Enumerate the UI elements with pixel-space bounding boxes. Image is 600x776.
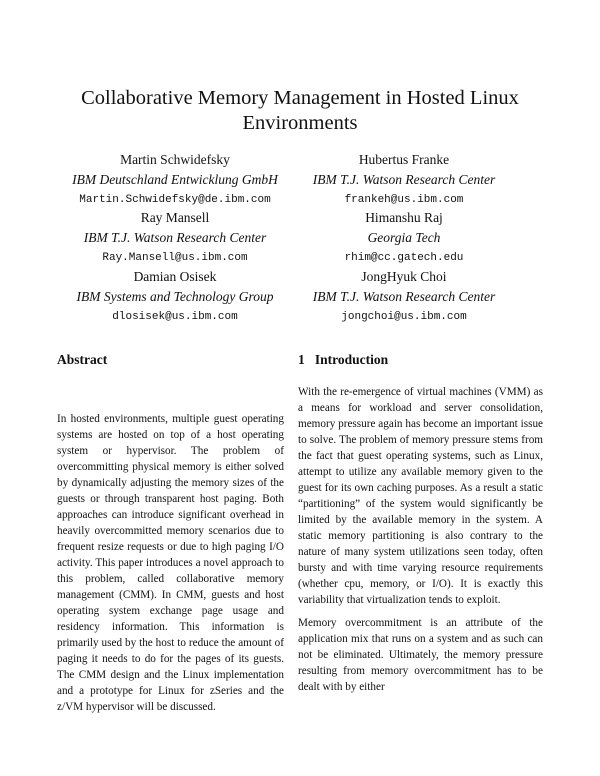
author-email: frankeh@us.ibm.com — [344, 194, 464, 206]
abstract-body — [57, 411, 284, 715]
author-block — [279, 208, 529, 268]
paper-title: Collaborative Memory Management in Hosted Linux Environments — [81, 87, 519, 134]
abstract-paragraph: In hosted environments, multiple guest operating systems are hosted on top of a host operating system or hypervisor. The problem of overcommitting physical memory is either solved by dynamically adjusting the memory sizes of the guests or through transparent host paging. Both approaches can introduce significant overhead in heavily overcommitted memory scenarios due to frequent resize requests or due to high paging I/O activity. This paper introduces a novel approach to this problem, called collaborative memory management (CMM). In CMM, guests and host operating system exchange page usage and residency information. This information is primarily used by the host to reduce the amount of paging it needs to do for the pages of its guests. The CMM design and the Linux implementation and a prototype for Linux for zSeries and the z/VM hypervisor will be discussed. — [57, 413, 284, 713]
introduction-paragraph: Memory overcommitment is an attribute of the application mix that runs on a system and as such can not be eliminated. Ultimately, the memory pressure resulting from memory overcommitment has to be dealt with by either — [298, 617, 543, 693]
author-email: jongchoi@us.ibm.com — [341, 311, 467, 323]
author-name: Damian Osisek — [133, 269, 217, 284]
author-email: Martin.Schwidefsky@de.ibm.com — [79, 194, 271, 206]
author-affiliation: IBM Systems and Technology Group — [76, 289, 274, 304]
introduction-heading: 1 Introduction — [298, 352, 389, 367]
author-email: dlosisek@us.ibm.com — [112, 311, 238, 323]
author-affiliation: IBM Deutschland Entwicklung GmbH — [72, 172, 278, 187]
abstract-heading: Abstract — [57, 352, 108, 367]
author-affiliation: IBM T.J. Watson Research Center — [312, 172, 496, 187]
introduction-paragraph: With the re-emergence of virtual machines (VMM) as a means for workload and server consolidation, memory pressure again has become an important issue to solve. The problem of memory pressure stems from the fact that guest operating systems, such as Linux, attempt to utilize any available memory given to the guest for its own caching purposes. As a result a static “partitioning” of the system would significantly be limited by the available memory in the system. A static memory partitioning is also contrary to the nature of many system utilizations seen today, often bursty and with time varying resource requirements (whether cpu, memory, or I/O). It is exactly this variability that virtualization tends to exploit. — [298, 386, 543, 606]
author-name: Martin Schwidefsky — [120, 152, 230, 167]
author-affiliation: Georgia Tech — [367, 230, 441, 245]
author-email: Ray.Mansell@us.ibm.com — [102, 252, 248, 264]
author-name: JongHyuk Choi — [361, 269, 447, 284]
author-block — [279, 150, 529, 210]
author-name: Himanshu Raj — [365, 210, 443, 225]
author-name: Ray Mansell — [140, 210, 210, 225]
author-block — [50, 208, 300, 268]
introduction-body — [298, 384, 543, 695]
author-affiliation: IBM T.J. Watson Research Center — [83, 230, 267, 245]
author-block — [279, 267, 529, 327]
author-email: rhim@cc.gatech.edu — [344, 252, 464, 264]
author-block — [50, 150, 300, 210]
author-block — [50, 267, 300, 327]
author-affiliation: IBM T.J. Watson Research Center — [312, 289, 496, 304]
author-name: Hubertus Franke — [358, 152, 450, 167]
